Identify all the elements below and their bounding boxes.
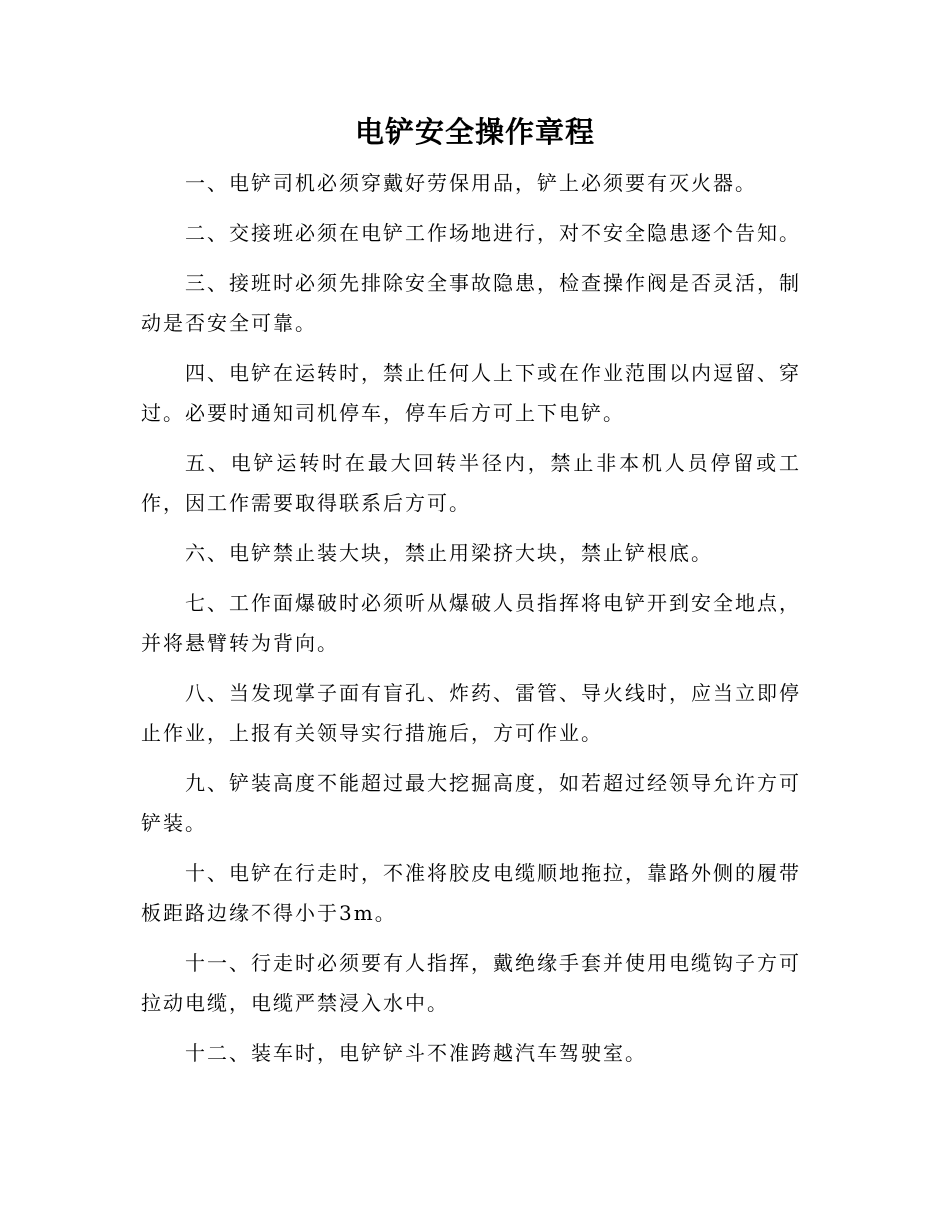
document-body [141, 163, 801, 1083]
paragraph-4: 四、电铲在运转时，禁止任何人上下或在作业范围以内逗留、穿过。必要时通知司机停车，停车后方可上下电铲。 [141, 361, 801, 425]
document-title: 电铲安全操作章程 [354, 115, 595, 149]
paragraph-8: 八、当发现掌子面有盲孔、炸药、雷管、导火线时，应当立即停止作业，上报有关领导实行措施后，方可作业。 [141, 681, 801, 745]
paragraph-6: 六、电铲禁止装大块，禁止用梁挤大块，禁止铲根底。 [185, 541, 713, 565]
paragraph-2: 二、交接班必须在电铲工作场地进行，对不安全隐患逐个告知。 [185, 221, 801, 245]
paragraph-7: 七、工作面爆破时必须听从爆破人员指挥将电铲开到安全地点，并将悬臂转为背向。 [141, 591, 801, 655]
paragraph-12: 十二、装车时，电铲铲斗不准跨越汽车驾驶室。 [185, 1041, 647, 1065]
paragraph-11: 十一、行走时必须要有人指挥，戴绝缘手套并使用电缆钩子方可拉动电缆，电缆严禁浸入水中。 [141, 951, 801, 1015]
paragraph-3: 三、接班时必须先排除安全事故隐患，检查操作阀是否灵活，制动是否安全可靠。 [141, 271, 801, 335]
paragraph-9: 九、铲装高度不能超过最大挖掘高度，如若超过经领导允许方可铲装。 [141, 771, 801, 835]
paragraph-10: 十、电铲在行走时，不准将胶皮电缆顺地拖拉，靠路外侧的履带板距路边缘不得小于3m。 [141, 861, 801, 925]
paragraph-1: 一、电铲司机必须穿戴好劳保用品，铲上必须要有灭火器。 [185, 171, 757, 195]
paragraph-5: 五、电铲运转时在最大回转半径内，禁止非本机人员停留或工作，因工作需要取得联系后方可。 [141, 451, 801, 515]
